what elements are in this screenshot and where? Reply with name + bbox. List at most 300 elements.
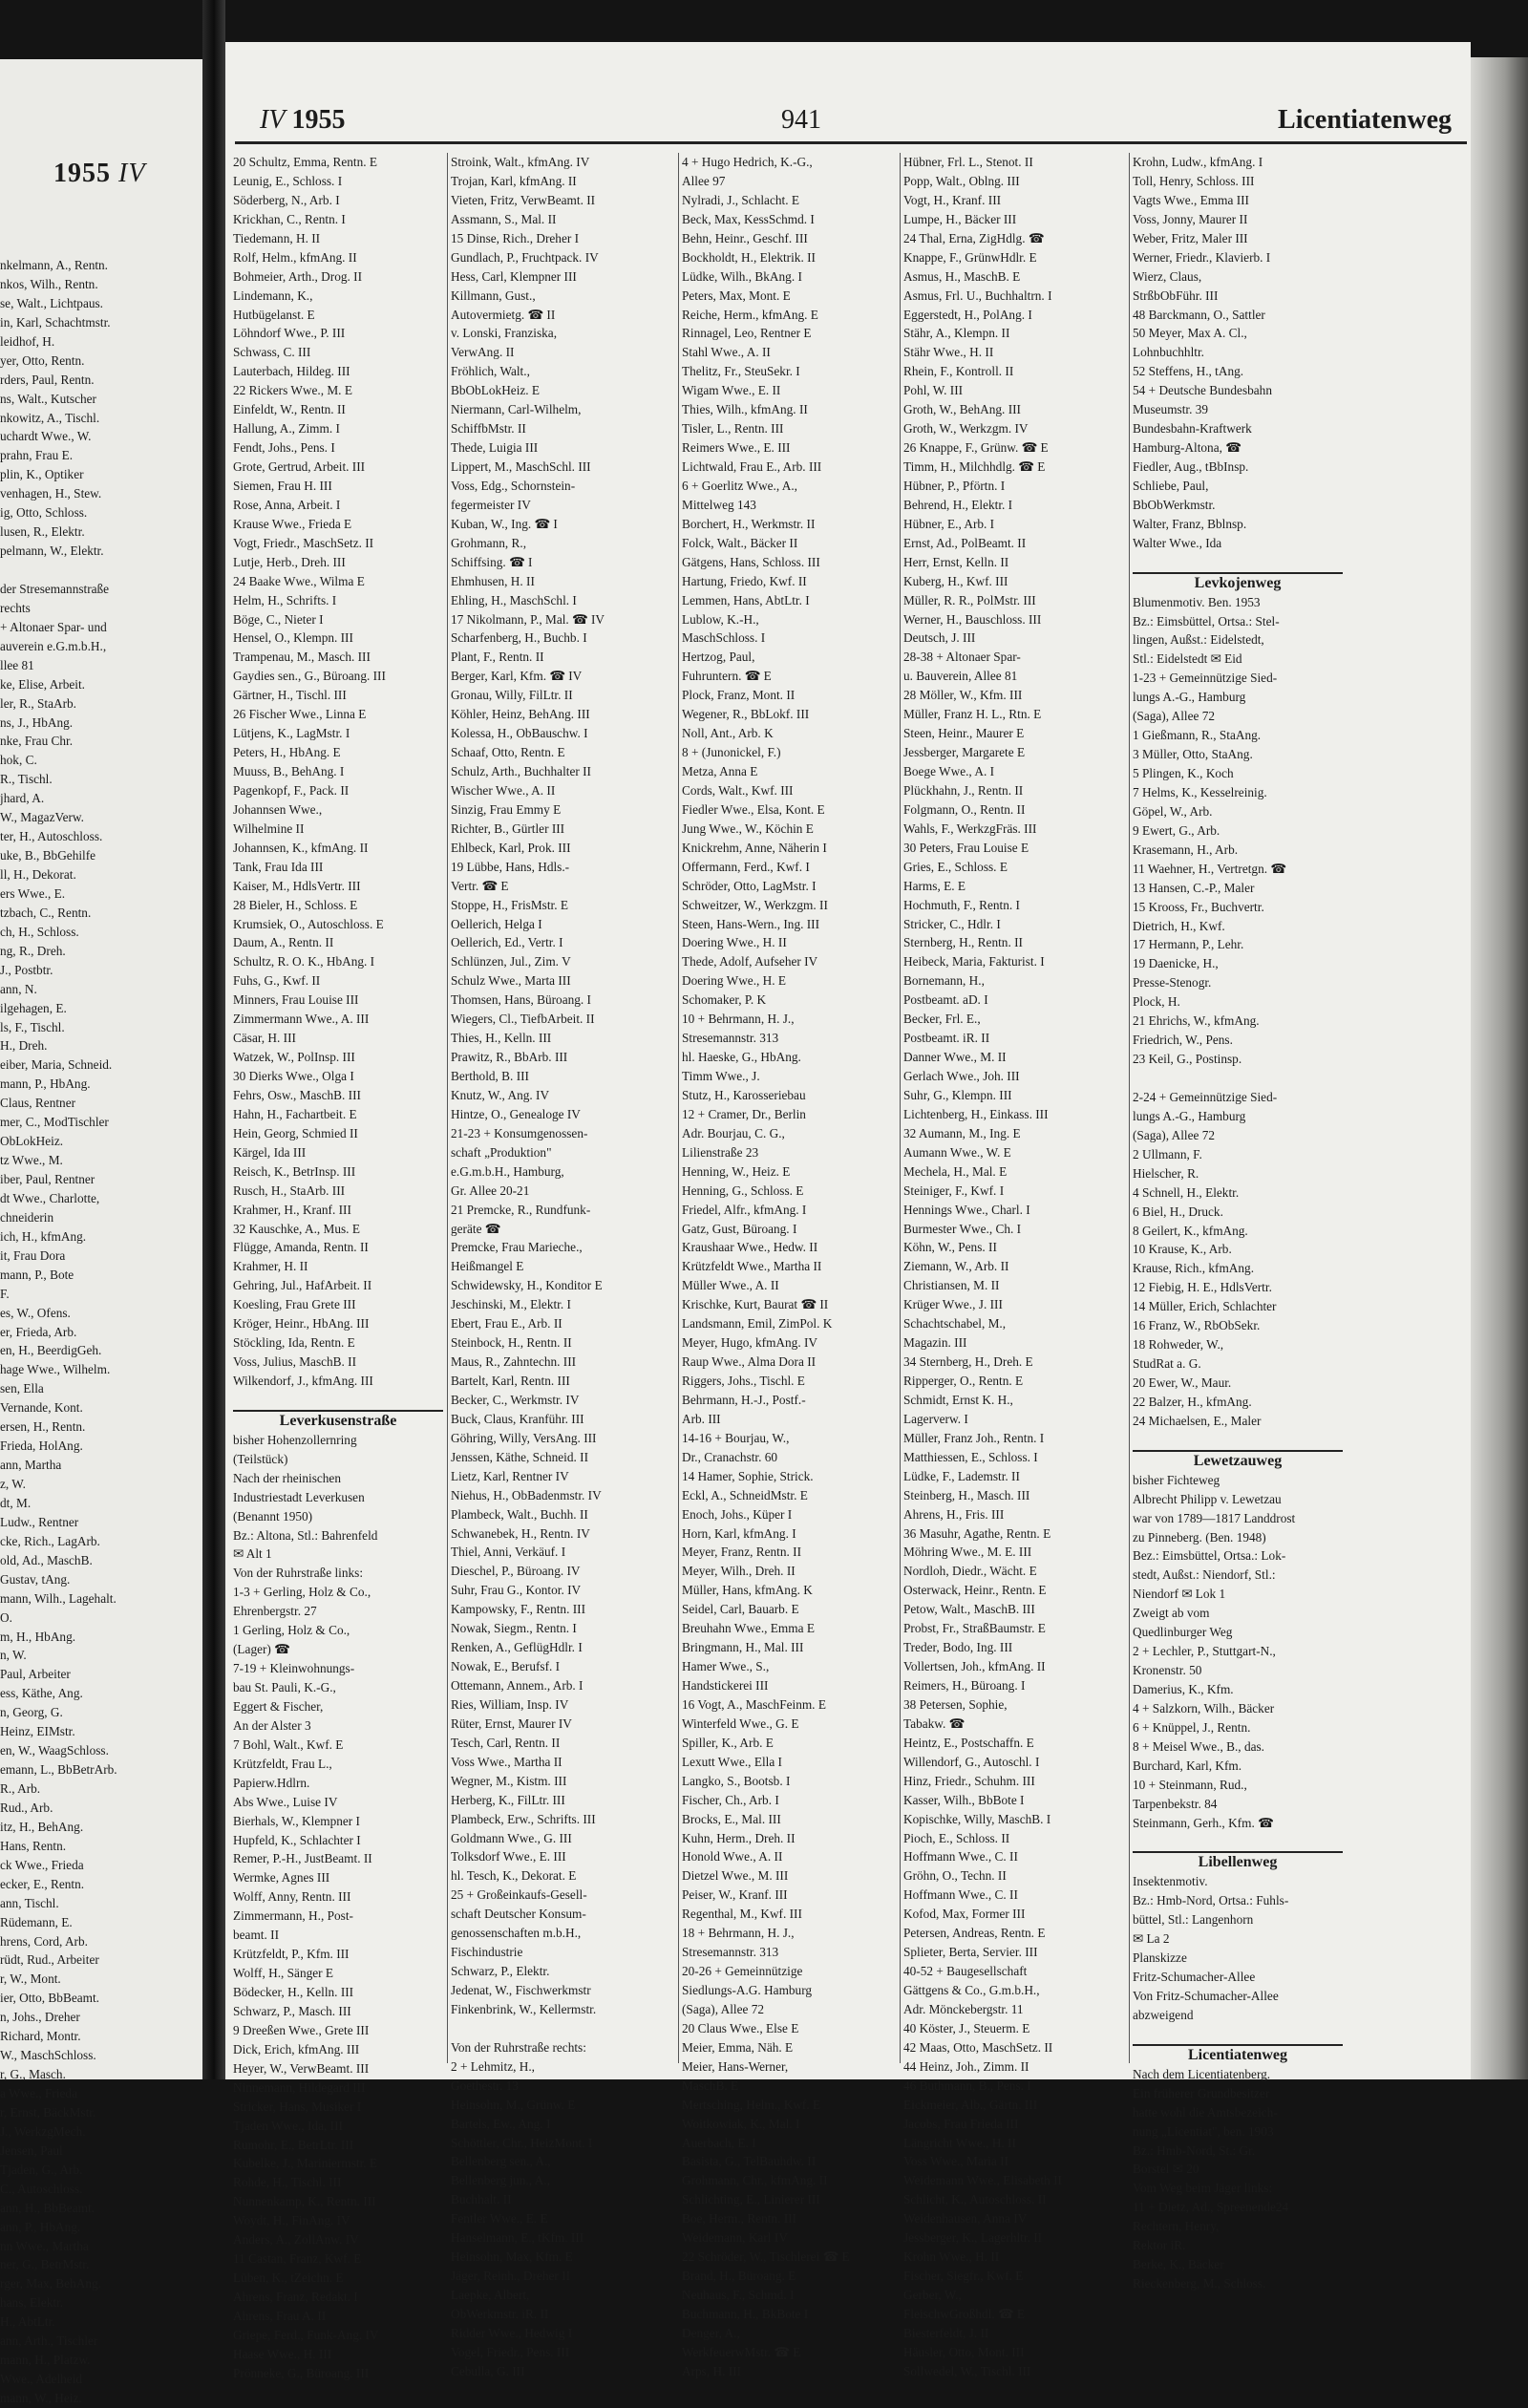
directory-entry: Krohn, Ludw., kfmAng. I xyxy=(1133,155,1263,169)
directory-entry: Jacobs, Frau Frieda III xyxy=(903,2116,1019,2131)
left-page-line: rders, Paul, Rentn. xyxy=(0,372,95,387)
left-page-line: ns, J., HbAng. xyxy=(0,714,74,730)
directory-entry: Asmus, H., MaschB. E xyxy=(903,268,1021,284)
directory-entry: Finkenbrink, W., Kellermstr. xyxy=(451,2001,597,2016)
left-page-line: ls, F., Tischl. xyxy=(0,1019,65,1034)
left-page-line: Paul, Arbeiter xyxy=(0,1667,71,1682)
left-page-line: z, W. xyxy=(0,1477,26,1491)
directory-entry: lingen, Außst.: Eidelstedt, xyxy=(1133,632,1264,648)
left-page-line: ier, Otto, BbBeamt. xyxy=(0,1991,99,2006)
directory-entry: Dick, Erich, kfmAng. III xyxy=(233,2041,360,2056)
directory-entry: Müller Wwe., A. II xyxy=(682,1278,779,1293)
directory-entry: Hoffmann Wwe., C. II xyxy=(903,1887,1018,1903)
directory-entry: Fiedler, Aug., tBbInsp. xyxy=(1133,459,1249,474)
left-page-line: se, Walt., Lichtpaus. xyxy=(0,295,103,310)
directory-entry: 1-3 + Gerling, Holz & Co., xyxy=(233,1585,371,1600)
left-page-line: llee 81 xyxy=(0,657,34,672)
directory-entry: Jenssen, Käthe, Schneid. II xyxy=(451,1449,589,1464)
directory-entry: BbObLokHeiz. E xyxy=(451,383,541,398)
directory-entry: Doering Wwe., H. II xyxy=(682,935,787,950)
directory-entry: Reimers Wwe., E. III xyxy=(682,440,791,456)
directory-entry: Gundlach, P., Fruchtpack. IV xyxy=(451,249,599,265)
directory-entry: Fendt, Johs., Pens. I xyxy=(233,440,335,456)
directory-entry: Thede, Luigia III xyxy=(451,440,539,456)
directory-entry: Jedenat, W., Fischwerkmstr xyxy=(451,1983,591,1997)
left-page-line: r, G., Masch. xyxy=(0,2067,66,2082)
directory-entry: Papierw.Hdlrn. xyxy=(233,1775,310,1790)
directory-entry: Hamburg-Altona, ☎ xyxy=(1133,440,1242,456)
directory-entry: Abs Wwe., Luise IV xyxy=(233,1794,338,1809)
directory-entry: Krumsiek, O., Autoschloss. E xyxy=(233,916,384,931)
left-page-line: Frieda, HolAng. xyxy=(0,1438,83,1454)
directory-entry: Kolessa, H., ObBauschw. I xyxy=(451,726,588,741)
directory-entry: Goethestr. 13 xyxy=(451,2078,519,2093)
directory-entry: Wegner, M., Kistm. III xyxy=(451,1773,567,1788)
column-divider xyxy=(678,153,679,2063)
directory-entry: Dr., Cranachstr. 60 xyxy=(682,1449,778,1464)
left-page-line: Ludw., Rentner xyxy=(0,1514,79,1529)
left-page-line: ter, H., Autoschloss. xyxy=(0,829,103,844)
directory-entry: Boe, Herm., Rentn. III xyxy=(682,2211,797,2227)
directory-entry: Krohn Wwe., H. II xyxy=(903,2249,1000,2265)
directory-entry: Stähr Wwe., H. II xyxy=(903,345,994,360)
left-page-line: ke, Elise, Arbeit. xyxy=(0,676,85,692)
directory-entry: Handstickerei III xyxy=(682,1678,769,1693)
directory-entry: 8 + (Junonickel, F.) xyxy=(682,745,781,760)
directory-entry: Planskizze xyxy=(1133,1950,1187,1966)
directory-entry: Wigam Wwe., E. II xyxy=(682,383,781,398)
directory-entry: Langko, S., Bootsb. I xyxy=(682,1773,791,1788)
directory-entry: Oellerich, Helga I xyxy=(451,916,542,931)
directory-entry: Deutsch, J. III xyxy=(903,630,976,646)
directory-entry: Plock, Franz, Mont. II xyxy=(682,688,796,703)
directory-entry: Bellenberg jun., A., xyxy=(451,2173,550,2188)
directory-entry: Hinz, Friedr., Schuhm. III xyxy=(903,1773,1035,1788)
left-page-line: W., MaschSchloss. xyxy=(0,2048,96,2063)
directory-entry: Allee 97 xyxy=(682,173,726,188)
directory-entry: Längricht Wwe., H. II xyxy=(903,2135,1016,2150)
left-page-line: mann, W., Heiz. xyxy=(0,2391,82,2405)
directory-entry: 15 Dinse, Rich., Dreher I xyxy=(451,230,580,245)
directory-entry: Werner, H., Bauschloss. III xyxy=(903,611,1042,627)
directory-entry: 19 Lübbe, Hans, Hdls.- xyxy=(451,859,570,874)
directory-entry: Kuban, W., Ing. ☎ I xyxy=(451,516,558,531)
directory-entry: Plambeck, Walt., Buchh. II xyxy=(451,1506,588,1522)
directory-entry: Bundesbahn-Kraftwerk xyxy=(1133,421,1252,437)
header-rule xyxy=(235,141,1467,144)
directory-entry: Postbeamt. iR. II xyxy=(903,1031,990,1046)
directory-entry: Steinmann, Gerh., Kfm. ☎ xyxy=(1133,1815,1274,1830)
directory-entry: Offermann, Ferd., Kwf. I xyxy=(682,859,810,874)
directory-entry: Bockholdt, H., Elektrik. II xyxy=(682,249,816,265)
directory-entry: Cords, Walt., Kwf. III xyxy=(682,782,794,798)
left-page-line: mann, P., Bote xyxy=(0,1267,74,1282)
directory-entry: 20 Ewer, W., Maur. xyxy=(1133,1375,1232,1390)
directory-entry: Toll, Henry, Schloss. III xyxy=(1133,173,1255,188)
directory-entry: Griepe, Ferd., Funk-Ang. IV xyxy=(233,2327,379,2342)
directory-entry: Tabakw. ☎ xyxy=(903,1715,966,1731)
directory-entry: Stl.: Eidelstedt ✉ Eid xyxy=(1133,651,1242,667)
directory-entry: Ottemann, Annem., Arb. I xyxy=(451,1678,584,1693)
directory-entry: Schliebe, Paul, xyxy=(1133,478,1209,493)
directory-entry: Horn, Karl, kfmAng. I xyxy=(682,1525,796,1541)
directory-entry: Lohnbuchhltr. xyxy=(1133,345,1204,360)
directory-entry: Steinbock, H., Rentn. II xyxy=(451,1335,572,1351)
directory-entry: Einfeldt, W., Rentn. II xyxy=(233,402,346,417)
directory-entry: Bellenberg sen., A., xyxy=(451,2154,551,2169)
directory-entry: Timm Wwe., J. xyxy=(682,1069,760,1083)
left-page-line: rechts xyxy=(0,600,31,615)
directory-entry: Lütjens, K., LagMstr. I xyxy=(233,726,350,741)
directory-entry: Böge, C., Nieter I xyxy=(233,611,324,627)
directory-entry: Folck, Walt., Bäcker II xyxy=(682,535,798,550)
book-gutter xyxy=(202,0,225,2079)
directory-entry: Matthiessen, E., Schloss. I xyxy=(903,1449,1038,1464)
directory-entry: Fuhruntern. ☎ E xyxy=(682,669,772,684)
left-page-line: es, W., Ofens. xyxy=(0,1305,71,1320)
directory-entry: Ries, William, Insp. IV xyxy=(451,1696,569,1712)
directory-entry: Ninnemann, Hildegard III xyxy=(233,2079,366,2095)
directory-entry: Postbeamt. aD. I xyxy=(903,992,988,1008)
left-page-heading xyxy=(53,159,145,189)
directory-entry: Krasemann, H., Arb. xyxy=(1133,842,1239,857)
directory-entry: Vieten, Fritz, VerwBeamt. II xyxy=(451,192,596,207)
directory-entry: Rüter, Ernst, Maurer IV xyxy=(451,1715,572,1731)
directory-entry: Auerbach, E. I xyxy=(682,2135,756,2150)
directory-entry: Rose, Anna, Arbeit. I xyxy=(233,497,341,512)
directory-entry: Bierhals, W., Klempner I xyxy=(233,1813,360,1828)
directory-entry: 25 + Großeinkaufs-Gesell- xyxy=(451,1887,587,1903)
left-page-line: jhard, A. xyxy=(0,791,45,806)
directory-entry: Lexutt Wwe., Ella I xyxy=(682,1754,782,1769)
directory-entry: Hielscher, R. xyxy=(1133,1165,1199,1181)
left-page-line: O. xyxy=(0,1609,12,1625)
directory-entry: Aumann Wwe., W. E xyxy=(903,1144,1011,1160)
directory-entry: Krützfeldt, Frau L., xyxy=(233,1756,332,1771)
directory-entry: Hochmuth, F., Rentn. I xyxy=(903,897,1020,912)
directory-entry xyxy=(1133,1431,1343,1450)
directory-entry: 28 Bieler, H., Schloss. E xyxy=(233,897,358,912)
directory-entry: Weidenhausen, Anna IV xyxy=(903,2211,1028,2227)
left-page-line: ers Wwe., E. xyxy=(0,885,66,901)
directory-entry: Weber, Fritz, Maler III xyxy=(1133,230,1248,245)
left-page-line: ann, Martha xyxy=(0,1458,62,1473)
directory-entry: Henning, G., Schloss. E xyxy=(682,1183,804,1198)
directory-entry: Berke, K., Bäcker xyxy=(1133,2257,1224,2272)
directory-entry: Heyer, W., VerwBeamt. III xyxy=(233,2060,370,2076)
directory-entry: genossenschaften m.b.H., xyxy=(451,1926,582,1941)
directory-entry: Nowak, E., Berufsf. I xyxy=(451,1659,561,1674)
directory-entry: Neuhaus, F., Schmd. I xyxy=(682,2288,795,2302)
left-page-column xyxy=(0,256,201,2408)
directory-entry: Nordloh, Diedr., Wächt. E xyxy=(903,1564,1037,1579)
directory-entry: Schwarz, P., Masch. III xyxy=(233,2003,351,2018)
directory-entry: 6 Biel, H., Druck. xyxy=(1133,1204,1223,1219)
directory-entry: Schulz Wwe., Marta III xyxy=(451,973,571,989)
directory-entry: Behrend, H., Elektr. I xyxy=(903,497,1013,512)
directory-entry: Insektenmotiv. xyxy=(1133,1874,1208,1889)
left-page-line: H., Dreh. xyxy=(0,1038,48,1054)
left-page-line: ler, R., StaArb. xyxy=(0,695,76,711)
directory-entry: Rumohr, E., BetrLtr. III xyxy=(233,2137,354,2152)
directory-entry: 13 Hansen, C.-P., Maler xyxy=(1133,880,1255,895)
directory-entry: Lilienstraße 23 xyxy=(682,1144,759,1160)
directory-entry: 18 Rohweder, W., xyxy=(1133,1337,1224,1353)
left-page-line: mann, H., Platzw. xyxy=(0,2353,91,2368)
directory-entry: 28-38 + Altonaer Spar- xyxy=(903,650,1021,665)
directory-entry: Thies, Wilh., kfmAng. II xyxy=(682,402,808,417)
directory-entry: Cebulla, G. III xyxy=(451,2363,525,2378)
directory-entry: Assmann, S., Mal. II xyxy=(451,211,557,226)
directory-entry: Vagts Wwe., Emma III xyxy=(1133,192,1249,207)
directory-entry: Knutz, W., Ang. IV xyxy=(451,1087,550,1102)
directory-entry: 10 + Steinmann, Rud., xyxy=(1133,1777,1247,1792)
directory-entry: Plückhahn, J., Rentn. II xyxy=(903,782,1024,798)
directory-entry: Enoch, Johs., Küper I xyxy=(682,1506,793,1522)
directory-entry: Schmidt, Ernst K. H., xyxy=(903,1392,1013,1407)
directory-entry: Krause Wwe., Frieda E xyxy=(233,516,352,531)
left-page-line: ll, H., Dekorat. xyxy=(0,867,76,882)
directory-entry: Magazin. III xyxy=(903,1335,967,1351)
directory-entry: Sollwedel, W., Tischl. III xyxy=(903,2363,1031,2378)
directory-entry: Dieschel, P., Büroang. IV xyxy=(451,1564,581,1579)
street-heading: Levkojenweg xyxy=(1133,572,1343,593)
directory-entry: Regenthal, M., Kwf. III xyxy=(682,1907,802,1922)
directory-entry: Jung Wwe., W., Köchin E xyxy=(682,820,814,836)
left-page-line: lusen, R., Elektr. xyxy=(0,524,85,540)
left-page-line: ersen, H., Rentn. xyxy=(0,1419,86,1435)
directory-entry: 30 Dierks Wwe., Olga I xyxy=(233,1069,354,1083)
directory-entry: (Teilstück) xyxy=(233,1451,288,1466)
directory-entry: hl. Haeske, G., HbAng. xyxy=(682,1050,801,1065)
directory-entry: Wahls, F., WerkzgFräs. III xyxy=(903,820,1037,836)
left-page-line: Hans, Rentn. xyxy=(0,1838,67,1853)
directory-entry: Rusch, H., StaArb. III xyxy=(233,1183,346,1198)
left-page-line: r, W., Mont. xyxy=(0,1971,61,1987)
directory-entry: Behrmann, H.-J., Postf.- xyxy=(682,1392,806,1407)
directory-entry: büttel, Stl.: Langenhorn xyxy=(1133,1912,1254,1928)
directory-entry: Fiedler Wwe., Elsa, Kont. E xyxy=(682,801,825,817)
directory-entry: 12 Fiebig, H. E., HdlsVertr. xyxy=(1133,1280,1272,1295)
directory-entry: war von 1789—1817 Landdrost xyxy=(1133,1510,1296,1525)
directory-entry: bau St. Pauli, K.-G., xyxy=(233,1680,336,1694)
directory-entry: Beck, Max, KessSchmd. I xyxy=(682,211,815,226)
column-divider xyxy=(1129,153,1130,2063)
directory-entry: Schwarz, P., Elektr. xyxy=(451,1964,550,1979)
directory-entry: Mechela, H., Mal. E xyxy=(903,1163,1008,1179)
directory-entry xyxy=(1133,2025,1343,2044)
left-page-line: er, Frieda, Arb. xyxy=(0,1324,77,1339)
directory-entry: Bz.: Eimsbüttel, Ortsa.: Stel- xyxy=(1133,613,1280,629)
left-page-line: in, Karl, Schachtmstr. xyxy=(0,314,111,330)
directory-entry: Jäger, Reinh., Dreher II xyxy=(451,2269,570,2284)
directory-entry: VerwAng. II xyxy=(451,345,515,360)
directory-entry: Hennings Wwe., Charl. I xyxy=(903,1202,1030,1217)
directory-entry: Eggert & Fischer, xyxy=(233,1698,324,1714)
directory-entry: Vogel, Friedr., Pens. III xyxy=(451,2344,570,2359)
directory-entry: Timm, H., Milchhdlg. ☎ E xyxy=(903,459,1046,474)
directory-entry: Steinberg, H., Masch. III xyxy=(903,1487,1030,1502)
directory-entry: Helm, H., Schrifts. I xyxy=(233,592,337,607)
directory-entry: fegermeister IV xyxy=(451,497,531,512)
left-page-line: uchardt Wwe., W. xyxy=(0,429,92,444)
directory-entry: Göpel, W., Arb. xyxy=(1133,803,1213,819)
directory-entry: Schiffsing. ☎ I xyxy=(451,554,533,569)
directory-entry: Noll, Ant., Arb. K xyxy=(682,726,774,741)
column-5 xyxy=(1133,153,1343,2293)
directory-entry: Heintz, E., Postschaffn. E xyxy=(903,1735,1034,1750)
directory-entry: 32 Kauschke, A., Mus. E xyxy=(233,1221,360,1236)
directory-entry: Bz.: Hmb-Nord, Ortsa.: Fuhls- xyxy=(1133,1893,1289,1908)
directory-entry: Reimers, H., Büroang. I xyxy=(903,1678,1026,1693)
directory-entry: 21 Premcke, R., Rundfunk- xyxy=(451,1202,591,1217)
directory-entry: Christiansen, M. II xyxy=(903,1278,1000,1293)
directory-entry: Plock, H. xyxy=(1133,994,1180,1010)
directory-entry: Fritz-Schumacher-Allee xyxy=(1133,1970,1256,1985)
directory-entry: Schwass, C. III xyxy=(233,345,311,360)
directory-entry: Quedlinburger Weg xyxy=(1133,1625,1233,1640)
left-page-line: chneiderin xyxy=(0,1209,54,1225)
directory-entry: Johannsen, K., kfmAng. II xyxy=(233,840,369,855)
directory-entry: Niendorf ✉ Lok 1 xyxy=(1133,1587,1226,1602)
directory-entry: Herr, Ernst, Kelln. II xyxy=(903,554,1009,569)
directory-entry: 11 Castan, Franz, Kwf. E xyxy=(233,2251,362,2267)
directory-entry: Stähr, A., Klempn. II xyxy=(903,326,1010,341)
directory-entry: 38 Petersen, Sophie, xyxy=(903,1696,1008,1712)
left-page-line: n, W. xyxy=(0,1648,27,1663)
left-page-line: nkelmann, A., Rentn. xyxy=(0,258,109,272)
directory-entry: 4 + Hugo Hedrich, K.-G., xyxy=(682,155,813,169)
directory-entry: 6 + Knüppel, J., Rentn. xyxy=(1133,1719,1251,1735)
directory-entry: 24 Thal, Erna, ZigHdlg. ☎ xyxy=(903,230,1045,245)
left-page-line: mer, C., ModTischler xyxy=(0,1115,109,1130)
page-header xyxy=(225,101,1471,143)
directory-entry: Zimmermann, H., Post- xyxy=(233,1908,353,1924)
directory-entry: Stroink, Walt., kfmAng. IV xyxy=(451,155,590,169)
directory-entry: Danner Wwe., M. II xyxy=(903,1050,1007,1065)
directory-entry: Nowak, Siegm., Rentn. I xyxy=(451,1621,577,1636)
page-number: 941 xyxy=(781,105,821,135)
directory-entry: Probst, Fr., StraßBaumstr. E xyxy=(903,1621,1046,1636)
directory-entry: StudRat a. G. xyxy=(1133,1356,1201,1372)
directory-entry: Becker, C., Werkmstr. IV xyxy=(451,1392,580,1407)
directory-entry: Willendorf, G., Autoschl. I xyxy=(903,1754,1040,1769)
directory-entry: Autovermietg. ☎ II xyxy=(451,307,556,322)
directory-entry: Dietrich, H., Kwf. xyxy=(1133,918,1225,933)
directory-entry: Rolf, Helm., kfmAng. II xyxy=(233,249,357,265)
directory-entry: 30 Peters, Frau Louise E xyxy=(903,840,1029,855)
directory-entry: Ridder Wwe., Hedwig I xyxy=(451,2325,573,2340)
directory-entry: Leunig, E., Schloss. I xyxy=(233,173,343,188)
directory-entry: Heinsohn, M., Grünw. E xyxy=(451,2097,576,2112)
directory-entry: Thomsen, Hans, Büroang. I xyxy=(451,992,591,1008)
directory-entry: Hartung, Friedo, Kwf. II xyxy=(682,573,807,588)
directory-entry: Schachtschabel, M., xyxy=(903,1316,1007,1332)
directory-entry: bisher Hohenzollernring xyxy=(233,1432,357,1447)
directory-entry: Industriestadt Leverkusen xyxy=(233,1489,365,1504)
left-page-line: F. xyxy=(0,1286,10,1301)
directory-entry: Seidel, Carl, Bauarb. E xyxy=(682,1602,799,1617)
directory-entry: Nach dem Licentiatenberg. xyxy=(1133,2066,1271,2081)
directory-entry: Hanselmann, E., tKfm. III xyxy=(451,2230,584,2246)
directory-entry: 50 Meyer, Max A. Cl., xyxy=(1133,326,1247,341)
left-page-line: ns, Walt., Kutscher xyxy=(0,391,96,406)
directory-entry: Stricker, C., Hdlr. I xyxy=(903,916,1001,931)
directory-entry: Wermke, Agnes III xyxy=(233,1870,330,1886)
directory-entry: Köhler, Heinz, BehAng. III xyxy=(451,707,590,722)
directory-entry: Lüdke, Wilh., BkAng. I xyxy=(682,268,802,284)
directory-entry: Thede, Adolf, Aufseher IV xyxy=(682,954,818,970)
directory-entry: Tank, Frau Ida III xyxy=(233,859,324,874)
directory-entry: Ziemann, W., Arb. II xyxy=(903,1259,1009,1274)
street-heading: Leverkusenstraße xyxy=(233,1410,443,1431)
left-page-line: tzbach, C., Rentn. xyxy=(0,905,92,920)
directory-entry: 32 Aumann, M., Ing. E xyxy=(903,1125,1021,1140)
directory-entry: 1 Gerling, Holz & Co., xyxy=(233,1623,350,1638)
column-4 xyxy=(903,153,1114,2381)
directory-entry: Tarpenbekstr. 84 xyxy=(1133,1796,1218,1811)
left-page-line: J., WerkzgMech. xyxy=(0,2123,86,2139)
directory-entry: Gr. Allee 20-21 xyxy=(451,1183,530,1198)
directory-entry: 7 Bohl, Walt., Kwf. E xyxy=(233,1737,344,1752)
directory-entry: Steen, Heinr., Maurer E xyxy=(903,726,1025,741)
directory-entry: 40-52 + Baugesellschaft xyxy=(903,1964,1028,1979)
directory-entry: lungs A.-G., Hamburg xyxy=(1133,690,1246,705)
directory-entry: Steiniger, F., Kwf. I xyxy=(903,1183,1005,1198)
directory-entry: Rinnagel, Leo, Rentner E xyxy=(682,326,812,341)
directory-entry: hatte wohl die Amtsbezeich- xyxy=(1133,2104,1278,2120)
left-page-line: pelmann, W., Elektr. xyxy=(0,543,104,559)
directory-entry: Buchmann, H., BkBote I xyxy=(682,2306,809,2321)
directory-entry: schaft Deutscher Konsum- xyxy=(451,1907,586,1922)
directory-entry: Museumstr. 39 xyxy=(1133,402,1209,417)
directory-entry: Sinzig, Frau Emmy E xyxy=(451,801,562,817)
directory-entry: Bornemann, H., xyxy=(903,973,985,989)
directory-entry: 11 + Dietz, Ad., Spreenende24 xyxy=(1133,2200,1289,2215)
directory-entry: 34 Sternberg, H., Dreh. E xyxy=(903,1354,1033,1370)
left-page-line: H., AbtLtr. xyxy=(0,2314,55,2330)
directory-entry: Stresemannstr. 313 xyxy=(682,1945,779,1960)
directory-entry: Wierz, Claus, xyxy=(1133,268,1202,284)
left-page-line: nn Wwe., Martha xyxy=(0,2238,89,2253)
directory-entry: (Lager) ☎ xyxy=(233,1642,290,1657)
directory-entry: Ehrenbergstr. 27 xyxy=(233,1604,317,1619)
left-page-line: Gustav, tAng. xyxy=(0,1571,71,1587)
directory-entry: Herberg, K., FilLtr. III xyxy=(451,1792,565,1807)
directory-entry: Lagerverw. I xyxy=(903,1411,968,1426)
directory-page xyxy=(225,42,1471,2380)
directory-entry: 1-23 + Gemeinnützige Sied- xyxy=(1133,671,1278,686)
left-page-line: old, Ad., MaschB. xyxy=(0,1552,93,1567)
directory-entry: hl. Tesch, K., Dekorat. E xyxy=(451,1868,577,1884)
directory-entry: Renken, A., GeflügHdlr. I xyxy=(451,1640,583,1655)
directory-entry: 2 Ullmann, F. xyxy=(1133,1146,1202,1161)
directory-entry: 22 Rickers Wwe., M. E xyxy=(233,383,352,398)
directory-entry: Adr. Mönckebergstr. 11 xyxy=(903,2001,1024,2016)
directory-entry: Hensel, O., Klempn. III xyxy=(233,630,353,646)
street-heading: Libellenweg xyxy=(1133,1851,1343,1872)
directory-entry: Schröder, Otto, LagMstr. I xyxy=(682,878,817,893)
directory-entry: Gerber, W., xyxy=(903,2288,962,2302)
directory-entry: Vogt, H., Kranf. III xyxy=(903,192,1002,207)
directory-entry: Borstel ✉ 20 xyxy=(1133,2162,1199,2177)
directory-entry: Rechtern, Henry, xyxy=(1133,2219,1220,2234)
left-page-line: J., Postbtr. xyxy=(0,962,53,977)
left-page-line: cke, Rich., LagArb. xyxy=(0,1533,100,1548)
directory-entry: 42 Maas, Otto, MaschSetz. II xyxy=(903,2039,1053,2055)
directory-entry: Knickrehm, Anne, Näherin I xyxy=(682,840,827,855)
directory-entry xyxy=(233,1391,443,1410)
